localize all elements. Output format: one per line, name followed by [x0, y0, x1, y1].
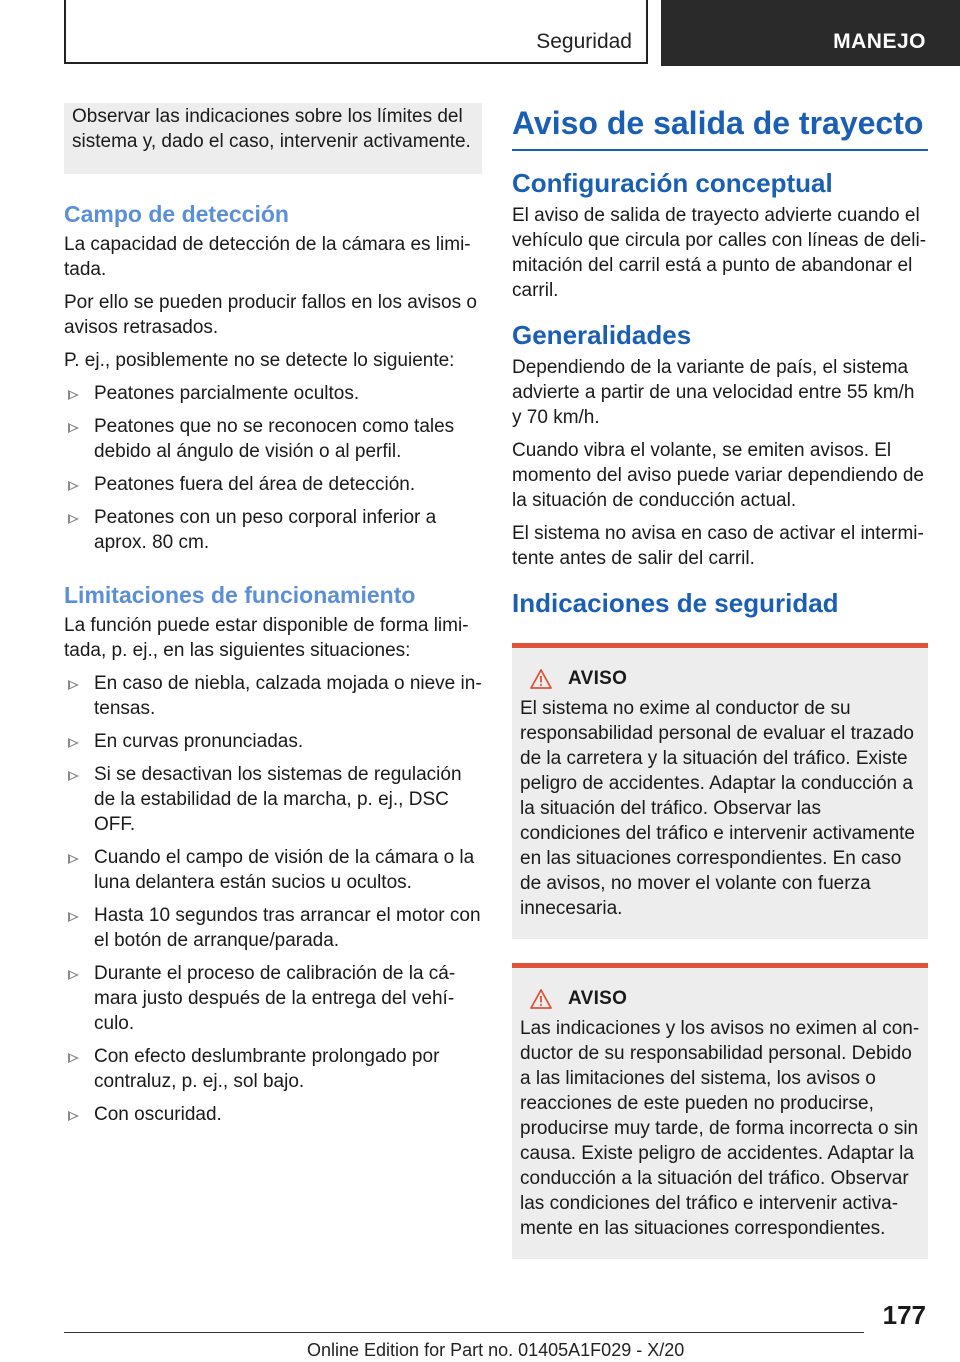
triangle-bullet-icon [68, 1111, 79, 1121]
triangle-bullet-icon [68, 771, 79, 781]
warning-triangle-icon [530, 669, 552, 689]
list-item: Peatones con un peso corporal inferior a aprox. 80 cm. [64, 505, 482, 555]
limits-heading: Limitaciones de funcionamiento [64, 582, 416, 608]
list-item: Si se desactivan los sistemas de regulación de la estabilidad de la marcha, p. ej., DSC OFF. [64, 762, 482, 837]
detection-p2: Por ello se pueden producir fallos en los avisos o avisos retrasados. [64, 292, 477, 338]
warning-text: El sistema no exime al conductor de su responsabilidad personal de evaluar el trazado de la carretera y la situación del tráfico. Existe peligro de accidentes. Adaptar la conducción a la situación del tráfico. Observar las condiciones del tráfico e intervenir activamente en las situaciones correspondientes. En caso de avisos, no mover el volante con fuerza innecesaria. [520, 698, 915, 919]
triangle-bullet-icon [68, 423, 79, 433]
header-chapter-tab [661, 0, 960, 66]
intro-text: Observar las indicaciones sobre los límites del sistema y, dado el caso, intervenir activamente. [72, 106, 471, 152]
right-column [512, 103, 928, 1259]
limits-p1: La función puede estar disponible de forma limitada, p. ej., en las siguientes situaciones: [64, 615, 469, 661]
warning-text: Las indicaciones y los avisos no eximen al conductor de su responsabilidad personal. Debido a las limitaciones del sistema, los avisos o reacciones de este pueden no producirse, producirse muy tarde, de forma incorrecta o sin causa. Existe peligro de accidentes. Adaptar la conducción a la situación del tráfico. Observar las condiciones del tráfico e intervenir activamente en las situaciones correspondientes. [520, 1018, 920, 1239]
detection-heading: Campo de detección [64, 201, 289, 227]
list-item: Con efecto deslumbrante prolongado por contraluz, p. ej., sol bajo. [64, 1044, 482, 1094]
list-item: Peatones fuera del área de detección. [64, 472, 482, 497]
page-title: Aviso de salida de trayecto [512, 103, 928, 151]
footer-divider [64, 1332, 864, 1333]
limits-list [64, 671, 482, 1127]
general-p2: Cuando vibra el volante, se emiten avisos. El momento del aviso puede variar dependiendo de la situación de conducción actual. [512, 440, 924, 511]
list-item: Peatones que no se reconocen como tales debido al ángulo de visión o al perfil. [64, 414, 482, 464]
triangle-bullet-icon [68, 738, 79, 748]
header-chapter-title: MANEJO [833, 30, 926, 53]
general-p3: El sistema no avisa en caso de activar el intermitente antes de salir del carril. [512, 523, 924, 569]
list-item: Hasta 10 segundos tras arrancar el motor con el botón de arranque/parada. [64, 903, 482, 953]
triangle-bullet-icon [68, 970, 79, 980]
warning-title: AVISO [568, 988, 628, 1009]
footer-edition: Online Edition for Part no. 01405A1F029 - X/20 [307, 1340, 685, 1360]
general-heading: Generalidades [512, 320, 692, 350]
triangle-bullet-icon [68, 1053, 79, 1063]
left-column [64, 103, 482, 1135]
list-item: Peatones parcialmente ocultos. [64, 381, 482, 406]
detection-p1: La capacidad de detección de la cámara es limitada. [64, 234, 471, 280]
triangle-bullet-icon [68, 514, 79, 524]
concept-heading: Configuración conceptual [512, 168, 833, 198]
list-item: Cuando el campo de visión de la cámara o la luna delantera están sucios u ocultos. [64, 845, 482, 895]
triangle-bullet-icon [68, 390, 79, 400]
warning-box [512, 963, 928, 1259]
triangle-bullet-icon [68, 854, 79, 864]
intro-note [64, 103, 482, 174]
list-item: Durante el proceso de calibración de la cámara justo después de la entrega del vehículo. [64, 961, 482, 1036]
concept-p1: El aviso de salida de trayecto advierte cuando el vehículo que circula por calles con líneas de delimitación del carril está a punto de abandonar el carril. [512, 205, 927, 301]
triangle-bullet-icon [68, 680, 79, 690]
triangle-bullet-icon [68, 481, 79, 491]
warning-header [520, 668, 920, 690]
list-item: Con oscuridad. [64, 1102, 482, 1127]
detection-list [64, 381, 482, 555]
list-item: En caso de niebla, calzada mojada o nieve intensas. [64, 671, 482, 721]
header-section-box [64, 0, 648, 64]
triangle-bullet-icon [68, 912, 79, 922]
header-section-title: Seguridad [536, 30, 632, 53]
warning-triangle-icon [530, 989, 552, 1009]
list-item: En curvas pronunciadas. [64, 729, 482, 754]
detection-p3: P. ej., posiblemente no se detecte lo siguiente: [64, 350, 455, 371]
safety-heading: Indicaciones de seguridad [512, 588, 839, 618]
warning-box [512, 643, 928, 939]
warning-header [520, 988, 920, 1010]
general-p1: Dependiendo de la variante de país, el sistema advierte a partir de una velocidad entre 55 km/h y 70 km/h. [512, 357, 915, 428]
warning-title: AVISO [568, 668, 628, 689]
page-number: 177 [882, 1300, 926, 1330]
